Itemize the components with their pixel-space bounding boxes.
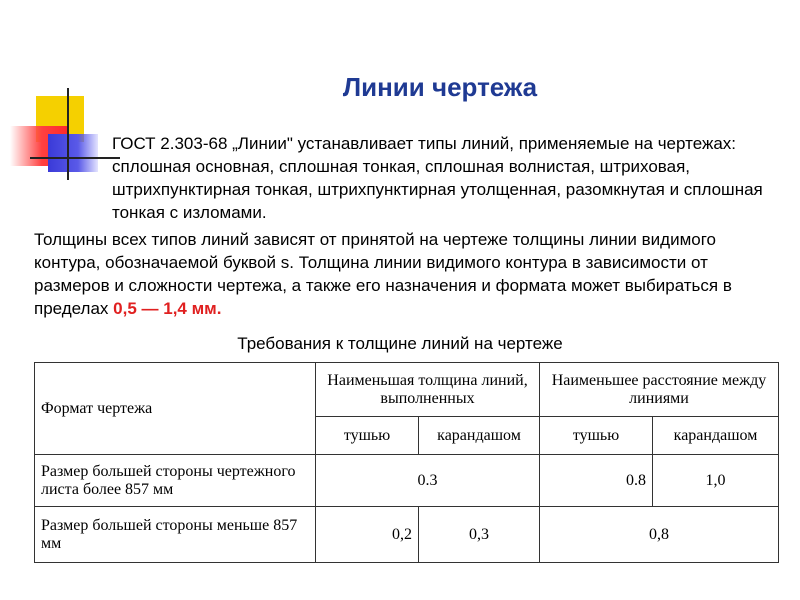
subheader-ink-distance: тушью bbox=[540, 417, 653, 455]
table-caption: Требования к толщине линий на чертеже bbox=[237, 334, 563, 353]
cell-thickness: 0.3 bbox=[316, 455, 540, 507]
header-min-thickness: Наименьшая толщина линий, выполненных bbox=[316, 363, 540, 417]
requirements-table bbox=[34, 362, 779, 563]
subheader-ink-thickness: тушью bbox=[316, 417, 419, 455]
cell-thickness-ink: 0,2 bbox=[316, 507, 419, 563]
header-min-distance: Наименьшее расстояние между линиями bbox=[540, 363, 779, 417]
row-label: Размер большей стороны чертежного листа более 857 мм bbox=[35, 455, 316, 507]
body-paragraph bbox=[34, 228, 774, 320]
decor-horizontal-line bbox=[30, 157, 120, 159]
decor-vertical-line bbox=[67, 88, 69, 180]
table-header-row bbox=[35, 363, 779, 417]
cell-thickness-pencil: 0,3 bbox=[419, 507, 540, 563]
paragraph-text: Толщины всех типов линий зависят от принятой на чертеже толщины линии видимого контура, обозначаемой буквой s. Толщина линии видимого контура в зависимости от размеров и сложности чертежа, а также его назначения и формата может выбираться в пределах bbox=[34, 230, 732, 318]
header-format: Формат чертежа bbox=[35, 363, 316, 455]
decor-blue-gradient bbox=[48, 134, 98, 172]
subheader-pencil-thickness: карандашом bbox=[419, 417, 540, 455]
cell-distance-ink: 0.8 bbox=[540, 455, 653, 507]
page-title: Линии чертежа bbox=[342, 72, 538, 102]
table-row bbox=[35, 455, 779, 507]
cell-distance: 0,8 bbox=[540, 507, 779, 563]
row-label: Размер большей стороны меньше 857 мм bbox=[35, 507, 316, 563]
cell-distance-pencil: 1,0 bbox=[653, 455, 779, 507]
intro-text: ГОСТ 2.303-68 „Линии" устанавливает типы линий, применяемые на чертежах: сплошная основная, сплошная тонкая, сплошная волнистая, штриховая, штрихпунктирная тонкая, штрихпунктирная утолщенная, разомкнутая и сплошная тонкая с изломами. bbox=[112, 134, 763, 222]
thickness-range: 0,5 — 1,4 мм. bbox=[113, 299, 222, 318]
table-row bbox=[35, 507, 779, 563]
subheader-pencil-distance: карандашом bbox=[653, 417, 779, 455]
